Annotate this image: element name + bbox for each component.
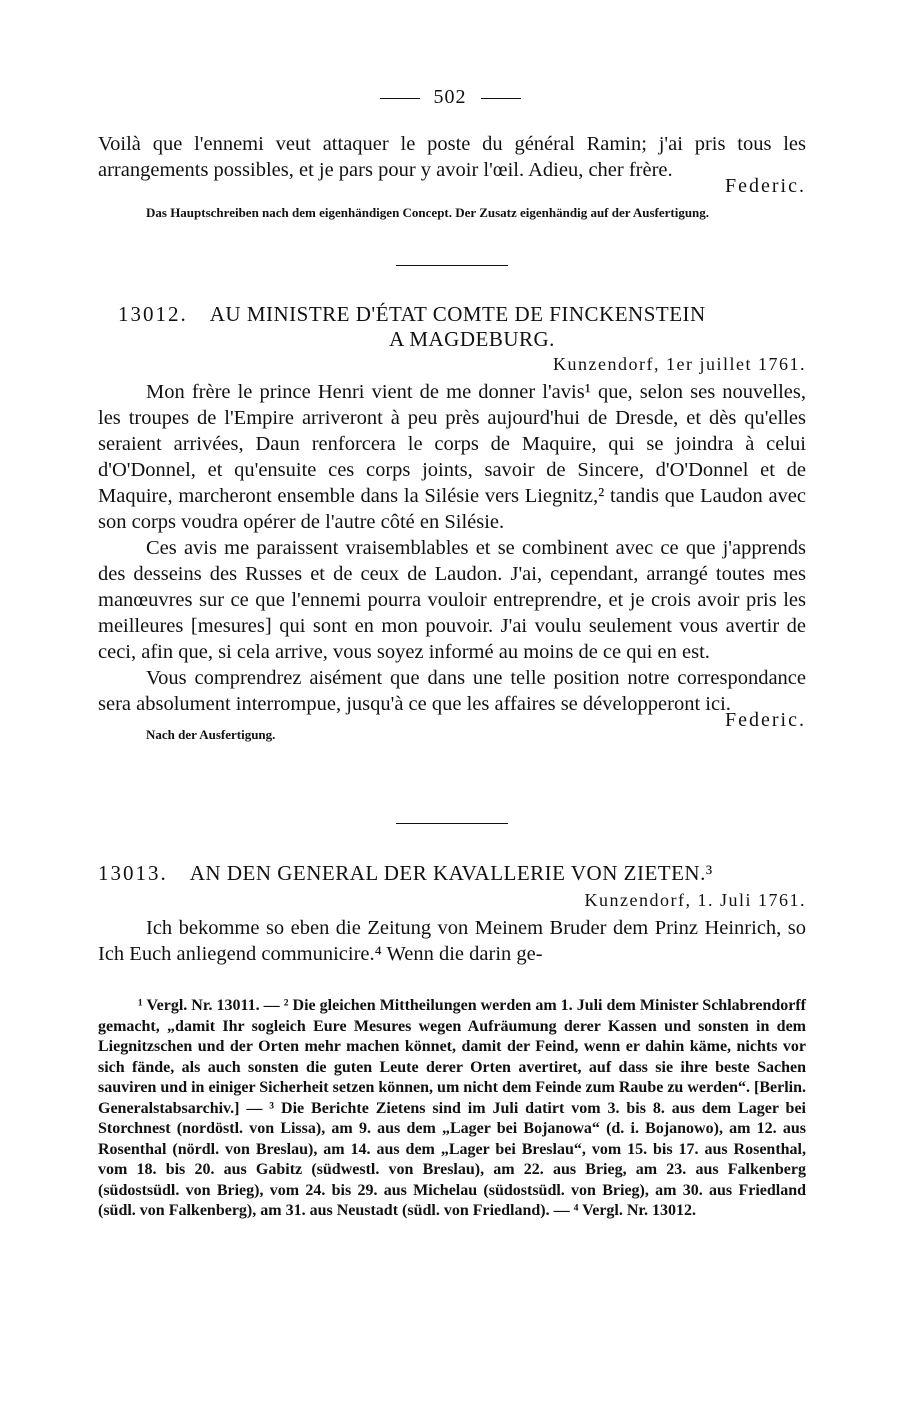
letter-title: AN DEN GENERAL DER KAVALLERIE VON ZIETEN.³ — [189, 861, 713, 885]
dateline: Kunzendorf, 1er juillet 1761. — [553, 354, 806, 374]
signature: Federic. — [725, 709, 806, 731]
paragraph: Vous comprendrez aisément que dans une telle position notre correspondance sera absolument interrompue, jusqu'à ce que les affaires se développeront ici. — [98, 667, 806, 715]
closing-paragraph: Voilà que l'ennemi veut attaquer le poste du général Ramin; j'ai pris tous les arrangements possibles, et je pars pour y avoir l'œil. Adieu, cher frère. — [98, 133, 806, 181]
header-rule-left — [380, 98, 420, 99]
separator-rule — [396, 823, 508, 824]
paragraph: Ces avis me paraissent vraisemblables et se combinent avec ce que j'apprends des desseins des Russes et de ceux de Laudon. J'ai, cependant, arrangé toutes mes manœuvres sur ce que l'ennemi pourra vouloir entreprendre, et je crois avoir pris les meilleures [mesures] qui sont en mon pouvoir. J'ai voulu seulement vous avertir de ceci, afin que, si cela arrive, vous soyez informé au moins de ce qui en est. — [98, 537, 806, 663]
letter-heading — [98, 302, 806, 327]
header-rule-right — [481, 98, 521, 99]
source-note: Nach der Ausfertigung. — [146, 727, 276, 742]
section-top — [98, 131, 806, 221]
letter-13012 — [98, 302, 806, 743]
footnote-text: ¹ Vergl. Nr. 13011. — ² Die gleichen Mittheilungen werden am 1. Juli dem Minister Schlabrendorff gemacht, „damit Ihr sogleich Eure Mesures wegen Aufräumung derer Kassen und sonsten in dem Liegnitzschen und der Orten mehr machen könnet, damit der Feind, wenn er dahin käme, nichts vor sich fände, als auch sonsten die guten Leute derer Orten avertiret, auf dass sie ihre beste Sachen sauviren und in einiger Sicherheit setzen können, um nicht dem Feinde zum Raube zu werden“. [Berlin. Generalstabsarchiv.] — ³ Die Berichte Zietens sind im Juli datirt vom 3. bis 8. aus dem Lager bei Storchnest (nordöstl. von Lissa), am 9. aus dem „Lager bei Bojanowa“ (d. i. Bojanowo), am 12. aus Rosenthal (nördl. von Breslau), am 14. aus dem „Lager bei Breslau“, vom 15. bis 17. aus Rosenthal, vom 18. bis 20. aus Gabitz (südwestl. von Breslau), am 22. aus Brieg, am 23. aus Falkenberg (südostsüdl. von Brieg), vom 24. bis 29. aus Michelau (südostsüdl. von Brieg), am 30. aus Friedland (südl. von Falkenberg), am 31. aus Neustadt (südl. von Friedland). — ⁴ Vergl. Nr. 13012. — [98, 997, 806, 1219]
page-number: 502 — [433, 86, 467, 108]
footnotes — [98, 996, 806, 1222]
letter-heading — [98, 861, 806, 886]
paragraph: Ich bekomme so eben die Zeitung von Meinem Bruder dem Prinz Heinrich, so Ich Euch anliegend communicire.⁴ Wenn die darin ge- — [98, 917, 806, 965]
page-header — [0, 86, 900, 109]
source-note: Das Hauptschreiben nach dem eigenhändigen Concept. Der Zusatz eigenhändig auf der Ausfertigung. — [146, 205, 710, 220]
letter-number: 13012. — [118, 302, 188, 326]
signature: Federic. — [725, 175, 806, 197]
separator-rule — [396, 265, 508, 266]
letter-13013 — [98, 861, 806, 967]
dateline: Kunzendorf, 1. Juli 1761. — [584, 890, 806, 910]
letter-title: AU MINISTRE D'ÉTAT COMTE DE FINCKENSTEIN — [209, 302, 706, 326]
letter-title-line2: A MAGDEBURG. — [389, 327, 555, 351]
paragraph: Mon frère le prince Henri vient de me donner l'avis¹ que, selon ses nouvelles, les troupes de l'Empire arriveront à peu près aujourd'hui de Dresde, et dès qu'elles seraient arrivées, Daun renforcera le corps de Maquire, qui se joindra à celui d'O'Donnel, et qu'ensuite ces corps joints, savoir de Sincere, d'O'Donnel et de Maquire, marcheront ensemble dans la Silésie vers Liegnitz,² tandis que Laudon avec son corps voudra opérer de l'autre côté en Silésie. — [98, 381, 806, 533]
letter-number: 13013. — [98, 861, 168, 885]
